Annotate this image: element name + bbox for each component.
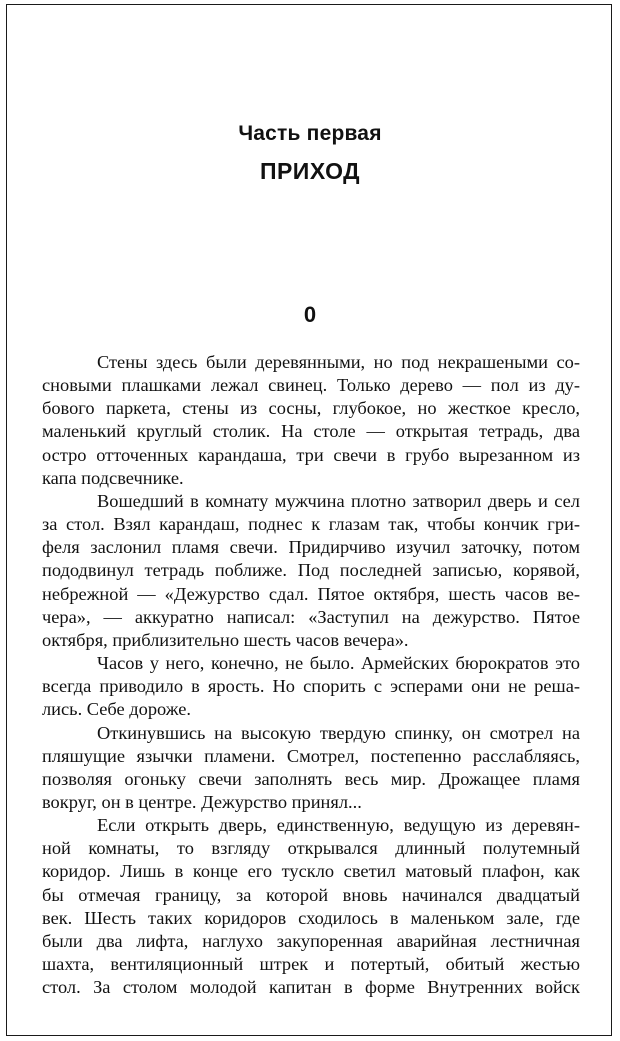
paragraph [42, 814, 580, 999]
text-line: позволяя огоньку свечи заполнять весь мир. Дрожащее пламя [42, 768, 580, 789]
paragraph [42, 652, 580, 721]
text-line: маленький круглый столик. На столе — открытая тетрадь, два [42, 421, 580, 442]
text-line: шахта, вентиляционный штрек и потертый, обитый жестью [42, 954, 580, 975]
text-line: Откинувшись на высокую твердую спинку, он смотрел на [97, 722, 580, 743]
text-line: вокруг, он в центре. Дежурство принял... [42, 791, 362, 812]
text-line: коридор. Лишь в конце его тускло светил матовый плафон, как [42, 861, 580, 882]
text-line: лись. Себе дороже. [42, 699, 192, 720]
text-line: пляшущие язычки пламени. Смотрел, постепенно расслабляясь, [42, 745, 580, 766]
text-line: капа подсвечнике. [42, 467, 184, 488]
part-title: Часть первая [238, 122, 382, 145]
text-line: октября, приблизительно шесть часов вечера». [42, 629, 409, 650]
text-line: всегда приводило в ярость. Но спорить с эсперами они не реша- [42, 676, 580, 697]
text-line: были два лифта, наглухо закупоренная аварийная лестничная [42, 930, 580, 951]
text-line: пододвинул тетрадь поближе. Под последней записью, корявой, [42, 560, 580, 581]
text-line: стол. За столом молодой капитан в форме Внутренних войск [42, 977, 580, 998]
paragraph [42, 351, 580, 490]
text-line: чера», — аккуратно написал: «Заступил на дежурство. Пятое [42, 606, 580, 627]
paragraph [42, 722, 580, 815]
part-subtitle: ПРИХОД [259, 158, 361, 184]
text-line: ной комнаты, то взгляду открывался длинный полутемный [42, 838, 580, 859]
text-line: Стены здесь были деревянными, но под некрашеными со- [97, 352, 580, 372]
body-text [42, 351, 580, 999]
text-line: бы отмечая границу, за которой вновь начинался двадцатый [42, 884, 580, 905]
text-line: бового паркета, стены из сосны, глубокое, но жесткое кресло, [42, 398, 580, 419]
text-line: остро отточенных карандаша, три свечи в грубо вырезанном из [42, 444, 580, 465]
paragraph [42, 490, 580, 652]
text-line: феля заслонил пламя свечи. Придирчиво изучил заточку, потом [42, 537, 580, 558]
text-line: сновыми плашками лежал свинец. Только дерево — пол из ду- [42, 375, 580, 396]
text-line: за стол. Взял карандаш, поднес к глазам так, чтобы кончик гри- [42, 514, 580, 535]
text-line: Вошедший в комнату мужчина плотно затворил дверь и сел [97, 490, 580, 511]
text-line: небрежной — «Дежурство сдал. Пятое октября, шесть часов ве- [42, 583, 580, 604]
chapter-number: 0 [303, 302, 317, 327]
text-line: Если открыть дверь, единственную, ведущую из деревян- [97, 815, 580, 836]
text-line: век. Шесть таких коридоров сходилось в маленьком зале, где [42, 907, 580, 928]
text-line: Часов у него, конечно, не было. Армейских бюрократов это [97, 653, 580, 674]
